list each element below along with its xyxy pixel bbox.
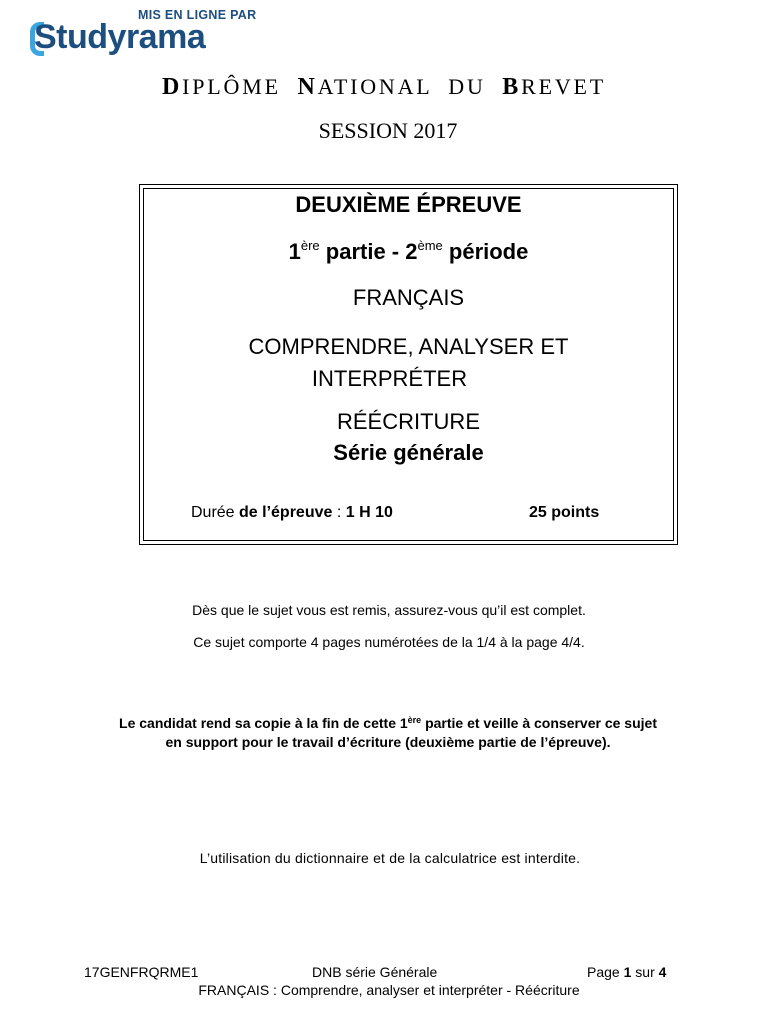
instruction-pages: Ce sujet comporte 4 pages numérotées de la 1/4 à la page 4/4. (193, 634, 585, 650)
title-cap-b: B (502, 74, 522, 100)
exam-title (0, 74, 768, 101)
partie-num: 1 (288, 239, 301, 264)
duree-label: Durée (191, 504, 235, 521)
logo-wordmark: Studyrama (34, 18, 206, 56)
periode-label: période (442, 239, 529, 264)
reecriture: RÉÉCRITURE (336, 409, 480, 434)
title-cap-n: N (297, 74, 318, 100)
page-sep: sur (631, 964, 659, 980)
competence-line-2: INTERPRÉTER (311, 366, 468, 391)
instruction-complet: Dès que le sujet vous est remis, assurez-vous qu’il est complet. (192, 602, 586, 618)
logo-tagline: MIS EN LIGNE PAR (138, 8, 257, 22)
instruction-copie-line-1 (0, 714, 768, 733)
title-word-national: ATIONAL (317, 74, 432, 99)
competence-line-1: COMPRENDRE, ANALYSER ET (248, 334, 569, 359)
page-current: 1 (623, 964, 632, 980)
studyrama-logo (30, 8, 272, 58)
partie-periode (139, 239, 678, 265)
page-total: 4 (658, 964, 667, 980)
duree-bold: de l’épreuve (234, 504, 333, 521)
title-word-du: DU (448, 74, 486, 99)
competence (139, 331, 678, 395)
matiere: FRANÇAIS (352, 285, 465, 310)
footer-subject: FRANÇAIS : Comprendre, analyser et interpréter - Réécriture (198, 982, 580, 998)
footer-serie: DNB série Générale (312, 964, 438, 980)
copie-text-a: Le candidat rend sa copie à la fin de cette 1 (119, 715, 408, 731)
instruction-interdit: L’utilisation du dictionnaire et de la calculatrice est interdite. (199, 850, 581, 866)
title-word-diplome: IPLÔME (182, 74, 281, 99)
duree (191, 504, 393, 522)
periode-sup-eme: ème (417, 238, 443, 253)
title-cap-d: D (161, 74, 183, 100)
session-label: SESSION 2017 (318, 118, 458, 143)
instruction-copie-line-2: en support pour le travail d’écriture (deuxième partie de l’épreuve). (165, 734, 611, 750)
copie-sup: ère (407, 715, 422, 725)
footer-page-number (587, 964, 666, 980)
duree-value: 1 H 10 (345, 504, 393, 521)
serie-generale: Série générale (333, 440, 484, 465)
epreuve-heading: DEUXIÈME ÉPREUVE (295, 192, 522, 217)
partie-sup-ere: ère (300, 238, 320, 253)
footer-code: 17GENFRQRME1 (84, 964, 199, 980)
title-word-brevet: REVET (521, 74, 606, 99)
instruction-copie (0, 714, 768, 752)
duree-sep: : (332, 504, 346, 521)
points: 25 points (529, 504, 600, 521)
copie-text-b: partie et veille à conserver ce sujet (421, 715, 657, 731)
page-label: Page (587, 964, 624, 980)
partie-mid: partie - 2 (319, 239, 418, 264)
